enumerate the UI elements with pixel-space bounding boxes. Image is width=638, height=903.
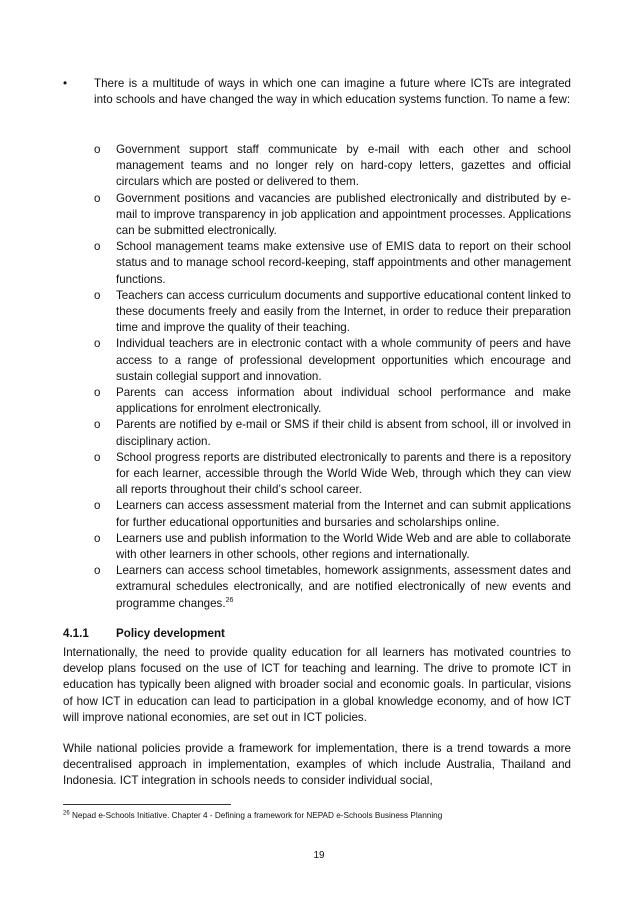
list-item [94, 417, 571, 449]
page-number: 19 [313, 850, 325, 861]
list-item-text: Government positions and vacancies are published electronically and distributed by e-mail to improve transparency in job application and appointment processes. Applications can be submitted electronically. [116, 191, 571, 238]
list-item-text: Government support staff communicate by e-mail with each other and school management teams and no longer rely on hard-copy letters, gazettes and official circulars which are posted or delivered to them. [116, 143, 571, 189]
main-bullet [63, 76, 571, 108]
list-item-text: Learners use and publish information to the World Wide Web and are able to collaborate with other learners in other schools, other regions and internationally. [116, 531, 571, 562]
sub-bullet-marker: o [94, 418, 101, 432]
list-item [94, 288, 571, 337]
sub-bullet-marker: o [94, 564, 101, 578]
list-item [94, 336, 571, 385]
list-item [94, 498, 571, 530]
sub-bullet-marker: o [94, 143, 101, 156]
sub-bullet-marker: o [94, 240, 101, 254]
footnote-divider [63, 804, 231, 805]
list-item-text: School management teams make extensive use of EMIS data to report on their school status and to manage school record-keeping, staff appointments and other management functions. [116, 240, 571, 286]
section-title: Policy development [116, 627, 225, 640]
body-paragraph: Internationally, the need to provide quality education for all learners has motivated countries to develop plans focused on the use of ICT for teaching and learning. The drive to promote ICT in education has typically been aligned with broader social and economic goals. In particular, visions of how ICT in education can lead to participation in a global knowledge economy, and of how ICT will improve national economies, are set out in ICT policies. [63, 646, 571, 724]
section-number: 4.1.1 [63, 627, 89, 640]
body-paragraph: While national policies provide a framework for implementation, there is a trend towards a more decentralised approach in implementation, examples of which include Australia, Thailand and Indonesia. ICT integration in schools needs to consider individual social, [63, 742, 571, 788]
section-heading [63, 626, 225, 642]
footnote-number: 26 [63, 810, 70, 817]
list-item-text: Teachers can access curriculum documents and supportive educational content linked to these documents freely and easily from the Internet, in order to reduce their preparation time and improve the quality of their teaching. [116, 288, 571, 335]
footnote [63, 810, 571, 822]
sub-bullet-marker: o [94, 499, 101, 513]
bullet-marker: • [63, 77, 68, 90]
list-item-text: School progress reports are distributed electronically to parents and there is a repository for each learner, accessible through the World Wide Web, through which they can view all reports throughout their child’s school career. [116, 450, 571, 497]
sub-bullet-list [94, 142, 571, 612]
list-item [94, 563, 571, 612]
list-item-text: Learners can access assessment material from the Internet and can submit applications for further educational opportunities and bursaries and scholarships online. [116, 499, 571, 529]
list-item-text: Learners can access school timetables, homework assignments, assessment dates and extramural schedules electronically, and are notified electronically of new events and programme changes. [116, 564, 571, 610]
sub-bullet-marker: o [94, 386, 101, 400]
list-item-text: Parents can access information about individual school performance and make applications for enrolment electronically. [116, 386, 571, 416]
sub-bullet-marker: o [94, 531, 101, 545]
list-item [94, 385, 571, 417]
list-item-text: Parents are notified by e-mail or SMS if their child is absent from school, ill or involved in disciplinary action. [116, 418, 571, 448]
footnote-text: Nepad e-Schools Initiative. Chapter 4 - Defining a framework for NEPAD e-Schools Business Planning [69, 811, 443, 820]
footnote-ref[interactable]: 26 [225, 596, 234, 604]
list-item [94, 239, 571, 288]
list-item [94, 191, 571, 240]
list-item-text: Individual teachers are in electronic contact with a whole community of peers and have access to a range of professional development opportunities which encourage and sustain collegial support and innovation. [116, 337, 571, 383]
list-item [94, 531, 571, 563]
main-bullet-text: There is a multitude of ways in which one can imagine a future where ICTs are integrated into schools and have changed the way in which education systems function. To name a few: [94, 77, 571, 107]
sub-bullet-marker: o [94, 337, 101, 351]
sub-bullet-marker: o [94, 450, 101, 464]
list-item [94, 142, 571, 191]
sub-bullet-marker: o [94, 288, 101, 302]
list-item [94, 450, 571, 499]
sub-bullet-marker: o [94, 191, 101, 205]
